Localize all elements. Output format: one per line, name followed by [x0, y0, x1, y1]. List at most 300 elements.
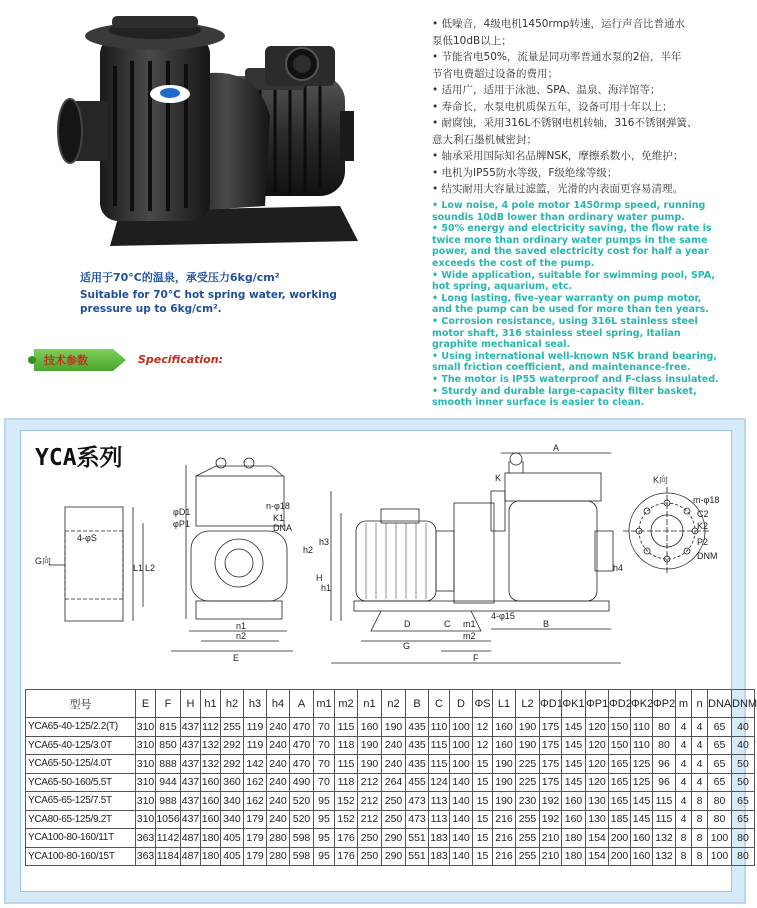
- table-row: [26, 718, 755, 737]
- label-m-phi18: m-φ18: [693, 495, 720, 505]
- front-view: [171, 458, 323, 663]
- table-cell: 120: [586, 718, 609, 737]
- table-header-cell: E: [136, 690, 156, 718]
- table-cell: 95: [314, 829, 335, 848]
- model-cell: YCA65-40-125/3.0T: [26, 736, 136, 755]
- table-cell: 310: [136, 773, 156, 792]
- label-a: A: [553, 443, 560, 453]
- table-cell: 140: [450, 773, 473, 792]
- table-cell: 487: [181, 829, 201, 848]
- model-cell: YCA65-50-125/4.0T: [26, 755, 136, 774]
- table-cell: 192: [540, 792, 562, 811]
- table-cell: 470: [290, 736, 314, 755]
- table-cell: 65: [708, 773, 732, 792]
- table-header-cell: ΦP1: [586, 690, 609, 718]
- table-cell: 8: [676, 847, 692, 866]
- table-cell: 162: [244, 792, 267, 811]
- table-cell: 4: [676, 718, 692, 737]
- table-cell: 96: [653, 773, 676, 792]
- table-cell: 290: [382, 847, 406, 866]
- table-cell: 405: [221, 829, 244, 848]
- label-f: F: [473, 653, 479, 663]
- table-cell: 112: [201, 718, 221, 737]
- table-cell: 65: [732, 810, 755, 829]
- table-cell: 160: [201, 773, 221, 792]
- label-m1: m1: [463, 619, 476, 629]
- table-cell: 160: [493, 718, 516, 737]
- feature-list-en: [432, 200, 732, 409]
- table-header-cell: m2: [335, 690, 358, 718]
- table-cell: 598: [290, 829, 314, 848]
- table-cell: 988: [156, 792, 181, 811]
- table-cell: 100: [708, 829, 732, 848]
- table-cell: 132: [201, 755, 221, 774]
- table-cell: 255: [221, 718, 244, 737]
- table-cell: 4: [676, 810, 692, 829]
- table-cell: 212: [358, 810, 382, 829]
- table-cell: 176: [335, 847, 358, 866]
- table-cell: 80: [732, 847, 755, 866]
- table-header-cell: m1: [314, 690, 335, 718]
- table-cell: 240: [267, 810, 290, 829]
- table-cell: 216: [493, 829, 516, 848]
- table-cell: 152: [335, 792, 358, 811]
- model-cell: YCA65-65-125/7.5T: [26, 792, 136, 811]
- table-cell: 4: [676, 755, 692, 774]
- table-header-cell: H: [181, 690, 201, 718]
- table-body: [26, 718, 755, 866]
- table-header-cell: n2: [382, 690, 406, 718]
- table-cell: 12: [473, 718, 493, 737]
- table-cell: 815: [156, 718, 181, 737]
- table-row: [26, 736, 755, 755]
- feature-cn-line: 节省电费超过设备的费用；: [432, 67, 558, 80]
- series-title: YCA系列: [35, 445, 123, 471]
- table-cell: 180: [201, 829, 221, 848]
- table-cell: 110: [631, 718, 653, 737]
- table-cell: 132: [653, 829, 676, 848]
- table-cell: 435: [406, 755, 429, 774]
- table-cell: 160: [201, 792, 221, 811]
- caption-en-line1: Suitable for 70°C hot spring water, working: [80, 289, 337, 301]
- table-cell: 160: [201, 810, 221, 829]
- table-cell: 120: [586, 736, 609, 755]
- table-cell: 250: [358, 847, 382, 866]
- table-cell: 100: [450, 736, 473, 755]
- table-cell: 70: [314, 736, 335, 755]
- table-cell: 437: [181, 755, 201, 774]
- table-header-cell: DNA: [708, 690, 732, 718]
- feature-cn-line: • 低噪音，4级电机1450rmp转速，运行声音比普通水: [432, 18, 685, 30]
- table-header-cell: C: [429, 690, 450, 718]
- table-cell: 50: [732, 755, 755, 774]
- table-cell: 160: [631, 829, 653, 848]
- table-cell: 115: [335, 718, 358, 737]
- table-cell: 65: [732, 792, 755, 811]
- label-m2: m2: [463, 631, 476, 641]
- table-cell: 95: [314, 792, 335, 811]
- table-cell: 190: [516, 718, 540, 737]
- table-cell: 290: [382, 829, 406, 848]
- table-cell: 124: [429, 773, 450, 792]
- table-cell: 340: [221, 810, 244, 829]
- table-cell: 473: [406, 792, 429, 811]
- table-cell: 115: [335, 755, 358, 774]
- table-cell: 437: [181, 810, 201, 829]
- table-cell: 140: [450, 792, 473, 811]
- table-cell: 264: [382, 773, 406, 792]
- table-cell: 520: [290, 810, 314, 829]
- table-cell: 175: [540, 718, 562, 737]
- table-cell: 100: [450, 755, 473, 774]
- table-cell: 1184: [156, 847, 181, 866]
- table-cell: 80: [708, 810, 732, 829]
- table-cell: 437: [181, 718, 201, 737]
- table-cell: 118: [335, 773, 358, 792]
- table-cell: 437: [181, 792, 201, 811]
- label-d: D: [404, 619, 411, 629]
- table-cell: 192: [540, 810, 562, 829]
- spec-panel: [4, 418, 757, 904]
- label-n1: n1: [236, 621, 247, 631]
- table-cell: 8: [692, 829, 708, 848]
- table-header-cell: A: [290, 690, 314, 718]
- table-cell: 435: [406, 718, 429, 737]
- table-header-cell: h2: [221, 690, 244, 718]
- feature-en-line: soundis 10dB lower than ordinary water pump.: [432, 211, 685, 223]
- feature-en-line: small friction coefficient, and maintenance-free.: [432, 362, 691, 374]
- usage-caption: [80, 270, 380, 316]
- table-cell: 160: [358, 718, 382, 737]
- table-cell: 115: [653, 810, 676, 829]
- table-header-cell: n: [692, 690, 708, 718]
- label-n2: n2: [236, 631, 247, 641]
- table-cell: 850: [156, 736, 181, 755]
- table-cell: 210: [540, 847, 562, 866]
- table-cell: 80: [653, 736, 676, 755]
- table-cell: 437: [181, 773, 201, 792]
- table-header-cell: F: [156, 690, 181, 718]
- label-n-phi18: n-φ18: [266, 501, 290, 511]
- model-cell: YCA65-50-160/5.5T: [26, 773, 136, 792]
- table-cell: 179: [244, 847, 267, 866]
- table-cell: 80: [708, 792, 732, 811]
- table-cell: 100: [708, 847, 732, 866]
- table-header-cell: DNM: [732, 690, 755, 718]
- table-cell: 190: [358, 736, 382, 755]
- table-header-cell: h4: [267, 690, 290, 718]
- table-cell: 280: [267, 829, 290, 848]
- table-cell: 175: [540, 773, 562, 792]
- table-cell: 405: [221, 847, 244, 866]
- feature-en-line: • Low noise, 4 pole motor 1450rmp speed, running: [432, 200, 706, 211]
- label-4-phi-s: 4-φS: [77, 533, 97, 543]
- table-cell: 190: [493, 755, 516, 774]
- feature-en-line: • Wide application, suitable for swimming pool, SPA,: [432, 269, 716, 281]
- pump-photo: [40, 6, 380, 258]
- table-cell: 110: [631, 736, 653, 755]
- table-cell: 70: [314, 773, 335, 792]
- table-cell: 240: [267, 736, 290, 755]
- table-cell: 140: [450, 810, 473, 829]
- table-row: [26, 773, 755, 792]
- table-cell: 292: [221, 736, 244, 755]
- table-header-cell: ΦS: [473, 690, 493, 718]
- table-cell: 310: [136, 755, 156, 774]
- table-cell: 132: [653, 847, 676, 866]
- table-cell: 200: [609, 829, 631, 848]
- table-cell: 1056: [156, 810, 181, 829]
- product-intro: [0, 0, 750, 418]
- table-cell: 15: [473, 792, 493, 811]
- table-cell: 520: [290, 792, 314, 811]
- table-cell: 190: [358, 755, 382, 774]
- feature-en-line: power, and the saved electricity cost for half a year: [432, 246, 709, 258]
- table-header-cell: ΦK1: [562, 690, 586, 718]
- table-cell: 4: [676, 736, 692, 755]
- feature-cn-line: • 耐腐蚀，采用316L不锈钢电机转轴，316不锈钢弹簧、: [432, 117, 698, 129]
- feature-en-line: motor shaft, 316 stainless steel spring, Italian: [432, 327, 681, 339]
- feature-cn-line: • 结实耐用大容量过滤篮，光滑的内表面更容易清理。: [432, 183, 684, 195]
- table-cell: 225: [516, 773, 540, 792]
- spec-tag: [34, 349, 126, 371]
- spec-table: [25, 689, 755, 866]
- table-cell: 15: [473, 810, 493, 829]
- table-header-cell: D: [450, 690, 473, 718]
- table-cell: 230: [516, 792, 540, 811]
- table-header-row: [26, 690, 755, 718]
- table-cell: 15: [473, 847, 493, 866]
- table-header-cell: B: [406, 690, 429, 718]
- feature-en-line: graphite mechanical seal.: [432, 339, 571, 351]
- table-header-cell: ΦP2: [653, 690, 676, 718]
- table-header-cell: m: [676, 690, 692, 718]
- table-cell: 142: [244, 755, 267, 774]
- table-cell: 190: [493, 792, 516, 811]
- table-cell: 145: [562, 773, 586, 792]
- model-cell: YCA80-65-125/9.2T: [26, 810, 136, 829]
- label-h1: h1: [321, 583, 332, 593]
- label-c: C: [444, 619, 451, 629]
- table-cell: 160: [493, 736, 516, 755]
- table-cell: 125: [631, 773, 653, 792]
- table-cell: 4: [692, 755, 708, 774]
- table-cell: 363: [136, 847, 156, 866]
- feature-en-line: • The motor is IP55 waterproof and F-class insulated.: [432, 373, 719, 385]
- table-cell: 115: [429, 736, 450, 755]
- table-cell: 240: [382, 736, 406, 755]
- table-cell: 292: [221, 755, 244, 774]
- table-cell: 8: [692, 792, 708, 811]
- table-header-cell: L2: [516, 690, 540, 718]
- feature-en-line: • Using international well-known NSK brand bearing,: [432, 350, 717, 362]
- table-cell: 551: [406, 829, 429, 848]
- table-cell: 40: [732, 736, 755, 755]
- label-k: K: [495, 473, 502, 483]
- table-cell: 363: [136, 829, 156, 848]
- table-cell: 160: [562, 792, 586, 811]
- table-cell: 120: [586, 773, 609, 792]
- table-cell: 180: [562, 829, 586, 848]
- table-cell: 255: [516, 810, 540, 829]
- feature-list-cn: [432, 16, 732, 198]
- table-cell: 110: [429, 718, 450, 737]
- table-cell: 183: [429, 829, 450, 848]
- table-header-cell: 型号: [26, 690, 136, 718]
- g-view: [35, 507, 155, 621]
- table-cell: 175: [540, 755, 562, 774]
- table-cell: 160: [562, 810, 586, 829]
- caption-en-line2: pressure up to 6kg/cm².: [80, 303, 222, 315]
- dimension-drawing: [21, 431, 733, 681]
- table-cell: 120: [586, 755, 609, 774]
- label-c2: C2: [697, 509, 709, 519]
- table-cell: 310: [136, 736, 156, 755]
- table-cell: 8: [676, 829, 692, 848]
- table-cell: 250: [382, 810, 406, 829]
- feature-en-line: • 50% energy and electricity saving, the flow rate is: [432, 223, 712, 235]
- table-cell: 15: [473, 773, 493, 792]
- table-cell: 70: [314, 755, 335, 774]
- table-cell: 190: [493, 773, 516, 792]
- table-cell: 888: [156, 755, 181, 774]
- table-cell: 240: [382, 755, 406, 774]
- spec-panel-inner: [20, 430, 757, 892]
- table-cell: 115: [429, 755, 450, 774]
- table-cell: 119: [244, 718, 267, 737]
- table-cell: 200: [609, 847, 631, 866]
- table-cell: 132: [201, 736, 221, 755]
- feature-en-line: • Sturdy and durable large-capacity filter basket,: [432, 385, 697, 397]
- table-cell: 190: [382, 718, 406, 737]
- label-p2: P2: [697, 537, 709, 547]
- table-cell: 179: [244, 810, 267, 829]
- table-cell: 598: [290, 847, 314, 866]
- table-cell: 8: [692, 810, 708, 829]
- table-cell: 310: [136, 792, 156, 811]
- table-cell: 190: [516, 736, 540, 755]
- spec-tag-dot: [28, 356, 36, 364]
- table-row: [26, 810, 755, 829]
- table-cell: 130: [586, 792, 609, 811]
- table-row: [26, 755, 755, 774]
- table-cell: 80: [653, 718, 676, 737]
- table-cell: 435: [406, 736, 429, 755]
- table-cell: 180: [201, 847, 221, 866]
- table-header-cell: h3: [244, 690, 267, 718]
- feature-cn-line: • 适用广，适用于泳池、SPA、温泉、海洋馆等；: [432, 84, 661, 96]
- table-cell: 1142: [156, 829, 181, 848]
- table-cell: 145: [562, 718, 586, 737]
- table-cell: 150: [609, 736, 631, 755]
- label-l1: L1: [133, 563, 144, 573]
- label-g: G: [403, 641, 411, 651]
- table-cell: 210: [540, 829, 562, 848]
- table-cell: 154: [586, 829, 609, 848]
- table-cell: 162: [244, 773, 267, 792]
- table-cell: 340: [221, 792, 244, 811]
- label-h3: h3: [319, 537, 330, 547]
- feature-en-line: twice more than ordinary water pumps in the same: [432, 234, 708, 246]
- table-cell: 255: [516, 829, 540, 848]
- label-phi-d1: φD1: [173, 507, 191, 517]
- label-h4: h4: [613, 563, 624, 573]
- table-cell: 65: [708, 755, 732, 774]
- label-k2: K2: [697, 521, 709, 531]
- table-cell: 4: [692, 718, 708, 737]
- table-cell: 154: [586, 847, 609, 866]
- table-cell: 4: [692, 773, 708, 792]
- table-cell: 4: [676, 773, 692, 792]
- label-e: E: [233, 653, 240, 663]
- label-b: B: [543, 619, 550, 629]
- table-cell: 40: [732, 718, 755, 737]
- model-cell: YCA100-80-160/11T: [26, 829, 136, 848]
- table-header-cell: n1: [358, 690, 382, 718]
- table-cell: 310: [136, 718, 156, 737]
- table-cell: 240: [267, 755, 290, 774]
- table-cell: 180: [562, 847, 586, 866]
- table-cell: 165: [609, 773, 631, 792]
- model-cell: YCA100-80-160/15T: [26, 847, 136, 866]
- feature-en-line: • Long lasting, five-year warranty on pump motor,: [432, 292, 702, 304]
- table-cell: 179: [244, 829, 267, 848]
- table-cell: 145: [631, 810, 653, 829]
- table-cell: 165: [609, 755, 631, 774]
- table-cell: 152: [335, 810, 358, 829]
- label-dna: DNA: [273, 523, 293, 533]
- feature-en-line: and the pump can be used for more than ten years.: [432, 304, 709, 316]
- feature-en-line: smooth inner surface is easier to clean.: [432, 397, 645, 409]
- table-cell: 360: [221, 773, 244, 792]
- table-cell: 212: [358, 792, 382, 811]
- caption-cn: 适用于70°C的温泉，承受压力6kg/cm²: [80, 271, 280, 284]
- table-cell: 4: [692, 736, 708, 755]
- table-cell: 50: [732, 773, 755, 792]
- table-cell: 15: [473, 755, 493, 774]
- feature-cn-line: 泵低10dB以上；: [432, 34, 512, 47]
- table-row: [26, 847, 755, 866]
- table-header-cell: ΦK2: [631, 690, 653, 718]
- table-cell: 473: [406, 810, 429, 829]
- table-cell: 100: [450, 718, 473, 737]
- table-cell: 176: [335, 829, 358, 848]
- label-h2: h2: [303, 545, 314, 555]
- feature-cn-line: • 电机为IP55防水等级，F级绝缘等级；: [432, 166, 618, 179]
- table-cell: 65: [708, 718, 732, 737]
- table-header-cell: ΦD1: [540, 690, 562, 718]
- table-cell: 12: [473, 736, 493, 755]
- feature-en-line: hot spring, aquarium, etc.: [432, 281, 573, 293]
- table-cell: 487: [181, 847, 201, 866]
- table-cell: 310: [136, 810, 156, 829]
- table-cell: 80: [732, 829, 755, 848]
- table-cell: 140: [450, 829, 473, 848]
- feature-en-line: • Corrosion resistance, using 316L stainless steel: [432, 315, 698, 327]
- table-cell: 437: [181, 736, 201, 755]
- table-cell: 95: [314, 847, 335, 866]
- table-cell: 250: [382, 792, 406, 811]
- table-cell: 145: [631, 792, 653, 811]
- table-cell: 175: [540, 736, 562, 755]
- table-cell: 470: [290, 718, 314, 737]
- table-cell: 455: [406, 773, 429, 792]
- table-header-cell: L1: [493, 690, 516, 718]
- table-cell: 944: [156, 773, 181, 792]
- table-header-cell: h1: [201, 690, 221, 718]
- feature-cn-line: • 轴承采用国际知名品牌NSK，摩擦系数小，免维护；: [432, 150, 684, 162]
- table-cell: 225: [516, 755, 540, 774]
